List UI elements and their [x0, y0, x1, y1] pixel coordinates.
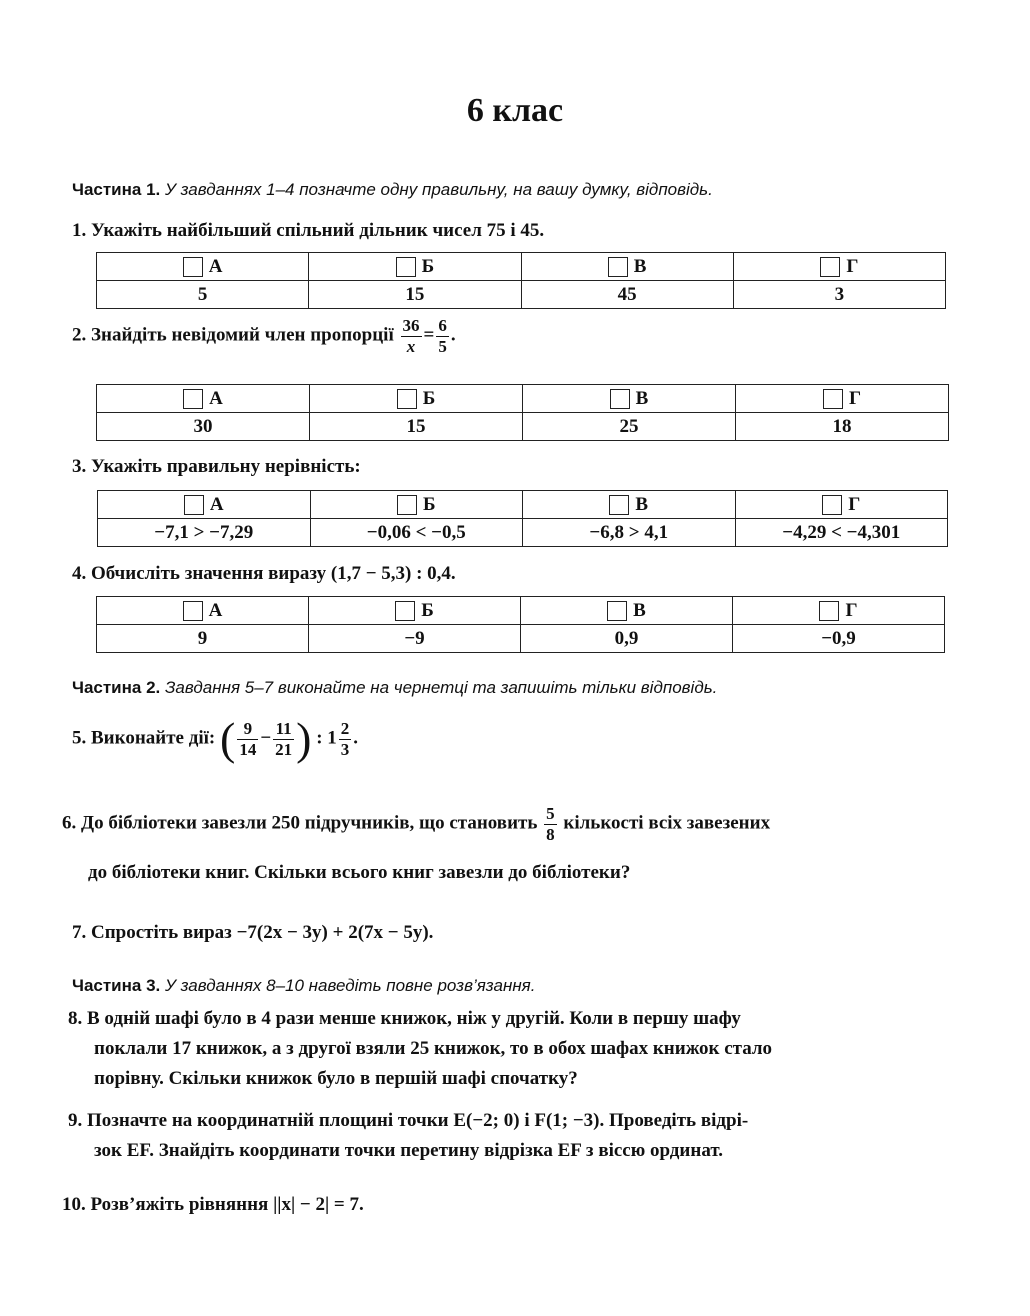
- answer-value: −4,29 < −4,301: [735, 519, 948, 547]
- answer-value: 25: [523, 413, 736, 441]
- answer-value: 45: [521, 281, 733, 309]
- answer-value: 30: [97, 413, 310, 441]
- question-text: Спростіть вираз −7(2x − 3y) + 2(7x − 5y).: [91, 922, 434, 943]
- part1-instruction: У завданнях 1–4 позначте одну правильну, на вашу думку, відповідь.: [165, 180, 713, 199]
- question-text: Розв’яжіть рівняння ||x| − 2| = 7.: [90, 1194, 364, 1215]
- option-d[interactable]: Г: [735, 491, 948, 519]
- question-number: 8.: [68, 1008, 83, 1029]
- option-c[interactable]: В: [521, 597, 733, 625]
- question-9-line2: зок EF. Знайдіть координати точки перетину відрізка EF з віссю ординат.: [94, 1140, 723, 1161]
- part2-header: [72, 678, 717, 698]
- option-a[interactable]: А: [97, 253, 309, 281]
- question-text: Обчисліть значення виразу: [91, 563, 327, 584]
- checkbox[interactable]: [397, 389, 417, 409]
- question-6-line2: до бібліотеки книг. Скільки всього книг завезли до бібліотеки?: [88, 862, 631, 883]
- question-text: Знайдіть невідомий член пропорції: [91, 324, 394, 346]
- question-number: 5.: [72, 727, 87, 749]
- fraction: $\frac{5}{8}$: [546, 804, 555, 844]
- answer-value: −7,1 > −7,29: [98, 519, 311, 547]
- page-title: 6 клас: [466, 92, 564, 129]
- fraction: $\frac{36}{x}$: [402, 316, 420, 356]
- checkbox[interactable]: [183, 389, 203, 409]
- question-number: 4.: [72, 563, 87, 584]
- part3-header: [72, 976, 535, 996]
- question-10: [62, 1194, 364, 1216]
- question-text: До бібліотеки завезли 250 підручників, що становить: [81, 812, 538, 834]
- checkbox[interactable]: [609, 495, 629, 515]
- expression: (1,7 − 5,3) : 0,4.: [330, 563, 456, 584]
- answer-table-q3: [97, 490, 948, 547]
- checkbox[interactable]: [184, 495, 204, 515]
- question-number: 9.: [68, 1110, 83, 1131]
- option-c[interactable]: В: [521, 253, 733, 281]
- fraction: $\frac{2}{3}$: [340, 718, 350, 759]
- checkbox[interactable]: [183, 601, 203, 621]
- answer-value: −9: [309, 625, 521, 653]
- option-b[interactable]: Б: [310, 491, 523, 519]
- question-8-line3: порівну. Скільки книжок було в першій шафі спочатку?: [94, 1068, 578, 1089]
- question-text: В одній шафі було в 4 рази менше книжок, ніж у другій. Коли в першу шафу: [87, 1008, 741, 1029]
- answer-value: −0,9: [733, 625, 945, 653]
- answer-table-q4: [96, 596, 945, 653]
- question-number: 3.: [72, 456, 87, 477]
- question-number: 10.: [62, 1194, 86, 1215]
- question-7: [72, 922, 433, 944]
- part2-instruction: Завдання 5–7 виконайте на чернетці та запишіть тільки відповідь.: [165, 678, 718, 697]
- fraction: $\frac{6}{5}$: [438, 316, 447, 356]
- part3-instruction: У завданнях 8–10 наведіть повне розв’язання.: [165, 976, 536, 995]
- checkbox[interactable]: [823, 389, 843, 409]
- answer-value: 18: [736, 413, 949, 441]
- checkbox[interactable]: [610, 389, 630, 409]
- option-b[interactable]: Б: [309, 253, 521, 281]
- checkbox[interactable]: [397, 495, 417, 515]
- question-text: Укажіть найбільший спільний дільник чисел 75 і 45.: [91, 220, 545, 241]
- question-text: Позначте на координатній площині точки E(−2; 0) і F(1; −3). Проведіть відрі-: [87, 1110, 749, 1131]
- option-d[interactable]: Г: [736, 385, 949, 413]
- question-9: [68, 1110, 748, 1132]
- question-6: [62, 804, 770, 844]
- answer-value: 9: [97, 625, 309, 653]
- question-text: Укажіть правильну нерівність:: [91, 456, 361, 477]
- answer-table-q1: [96, 252, 946, 309]
- checkbox[interactable]: [819, 601, 839, 621]
- fraction: $\frac{11}{21}$: [275, 718, 293, 759]
- option-b[interactable]: Б: [310, 385, 523, 413]
- option-a[interactable]: А: [98, 491, 311, 519]
- option-c[interactable]: В: [523, 491, 736, 519]
- answer-value: 0,9: [521, 625, 733, 653]
- question-8-line2: поклали 17 книжок, а з другої взяли 25 книжок, то в обох шафах книжок стало: [94, 1038, 773, 1059]
- question-text: Виконайте дії:: [91, 727, 216, 749]
- answer-value: 15: [309, 281, 521, 309]
- question-number: 1.: [72, 220, 87, 241]
- question-5: 5. Виконайте дії: ( $\frac{9}{14}$ − $\frac{11}{21}$ ) : 1 $\frac{2}{3}$ .: [72, 713, 359, 764]
- question-1: [72, 220, 544, 242]
- question-text: кількості всіх завезених: [563, 812, 771, 834]
- checkbox[interactable]: [183, 257, 203, 277]
- question-number: 6.: [62, 812, 77, 834]
- checkbox[interactable]: [396, 257, 416, 277]
- option-d[interactable]: Г: [733, 253, 945, 281]
- checkbox[interactable]: [395, 601, 415, 621]
- question-number: 7.: [72, 922, 87, 943]
- checkbox[interactable]: [608, 257, 628, 277]
- checkbox[interactable]: [607, 601, 627, 621]
- part3-label: Частина 3.: [72, 976, 161, 995]
- option-c[interactable]: В: [523, 385, 736, 413]
- question-2: 2. Знайдіть невідомий член пропорції $\frac{36}{x}$ = $\frac{6}{5}$ .: [72, 316, 456, 356]
- answer-value: −6,8 > 4,1: [523, 519, 736, 547]
- checkbox[interactable]: [822, 495, 842, 515]
- part2-label: Частина 2.: [72, 678, 161, 697]
- answer-value: −0,06 < −0,5: [310, 519, 523, 547]
- checkbox[interactable]: [820, 257, 840, 277]
- part1-header: [72, 180, 713, 200]
- option-a[interactable]: А: [97, 385, 310, 413]
- answer-table-q2: [96, 384, 949, 441]
- question-4: [72, 563, 456, 585]
- answer-value: 15: [310, 413, 523, 441]
- answer-value: 3: [733, 281, 945, 309]
- option-d[interactable]: Г: [733, 597, 945, 625]
- question-number: 2.: [72, 324, 87, 346]
- option-a[interactable]: А: [97, 597, 309, 625]
- option-b[interactable]: Б: [309, 597, 521, 625]
- answer-value: 5: [97, 281, 309, 309]
- question-3: [72, 456, 361, 478]
- fraction: $\frac{9}{14}$: [239, 718, 257, 759]
- question-8: [68, 1008, 741, 1030]
- part1-label: Частина 1.: [72, 180, 161, 199]
